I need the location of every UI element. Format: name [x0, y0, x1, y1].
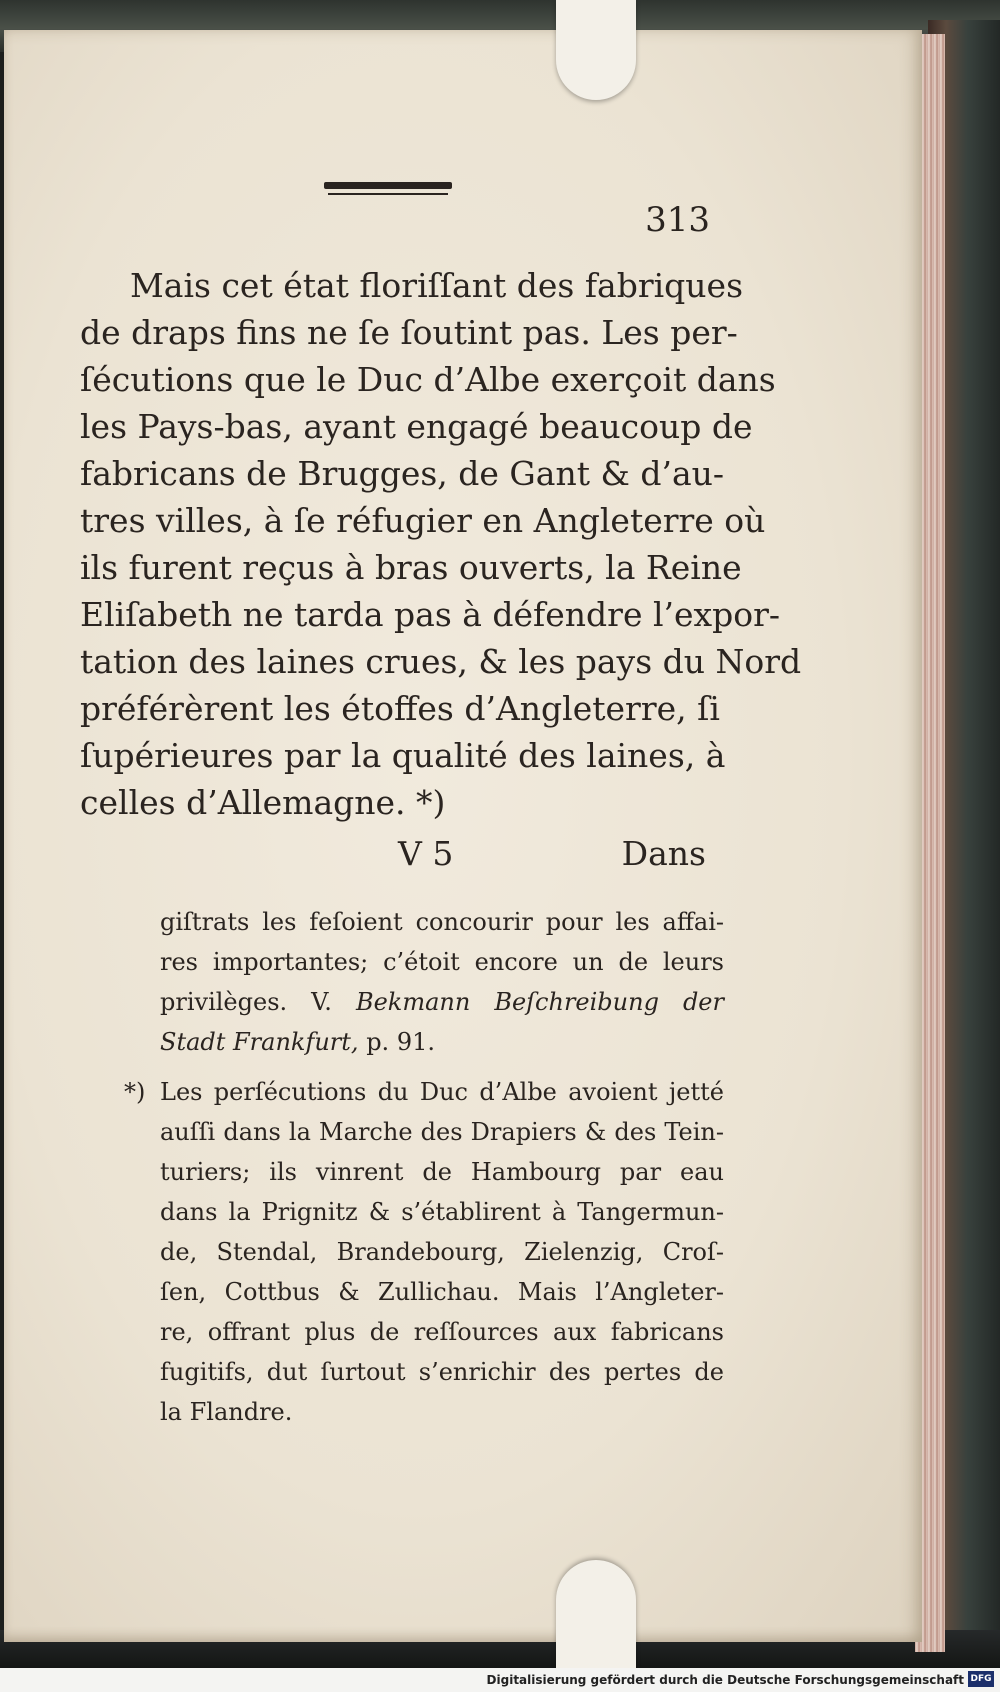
body-line: ſupérieures par la qualité des laines, à [80, 736, 726, 775]
body-line: tation des laines crues, & les pays du Nord [80, 642, 802, 681]
footnote-line: giſtrats les feſoient concourir pour les affai- [160, 908, 724, 936]
catchword: Dans [621, 834, 706, 873]
footnote-mark: *) [124, 1078, 146, 1106]
body-line: Mais cet état floriſſant des fabriques [130, 266, 743, 305]
body-line: préférèrent les étoffes d’Angleterre, ſi [80, 689, 720, 728]
body-line: de draps fins ne ſe ſoutint pas. Les per- [80, 313, 738, 352]
footnote-line: res importantes; c’étoit encore un de leurs [160, 948, 724, 976]
page-clip-bottom [556, 1560, 636, 1670]
page-number: 313 [645, 200, 710, 240]
footnote-line: de, Stendal, Brandebourg, Zielenzig, Croſ- [160, 1238, 724, 1266]
footnote-line: privilèges. V. Bekmann Beſchreibung der [160, 988, 724, 1016]
footnote-line: auſſi dans la Marche des Drapiers & des Tein- [160, 1118, 724, 1146]
book-page [4, 30, 922, 1642]
body-line: les Pays-bas, ayant engagé beaucoup de [80, 407, 753, 446]
body-text [80, 262, 802, 826]
footnote-line: la Flandre. [160, 1398, 293, 1426]
body-line: Eliſabeth ne tarda pas à défendre l’expor- [80, 595, 781, 634]
footnote-asterisk-first-line: *) Les perſécutions du Duc d’Albe avoient jetté [124, 1072, 724, 1112]
funding-credit: Digitalisierung gefördert durch die Deutsche Forschungsgemeinschaft [486, 1673, 964, 1687]
dfg-logo: DFG [968, 1671, 994, 1687]
footnotes [124, 902, 724, 1432]
header-rule [324, 182, 452, 202]
footnote-line: dans la Prignitz & s’établirent à Tangermun- [160, 1198, 724, 1226]
page-clip-top [556, 0, 636, 100]
signature-line [80, 830, 706, 877]
body-line: celles d’Allemagne. *) [80, 783, 446, 822]
footnote-line: turiers; ils vinrent de Hambourg par eau [160, 1158, 724, 1186]
body-line: ſécutions que le Duc d’Albe exerçoit dans [80, 360, 776, 399]
body-line: tres villes, à ſe réfugier en Angleterre où [80, 501, 766, 540]
footnote-line: re, offrant plus de reſſources aux fabricans [160, 1318, 724, 1346]
footnote-line: ſen, Cottbus & Zullichau. Mais l’Angleter- [160, 1278, 724, 1306]
body-line: ils furent reçus à bras ouverts, la Reine [80, 548, 742, 587]
signature-mark: V 5 [398, 834, 454, 873]
footnote-line: fugitifs, dut ſurtout s’enrichir des pertes de [160, 1358, 724, 1386]
digitization-footer [0, 1668, 1000, 1692]
footnote-line: Stadt Frankfurt, p. 91. [160, 1028, 435, 1056]
body-line: fabricans de Brugges, de Gant & d’au- [80, 454, 725, 493]
